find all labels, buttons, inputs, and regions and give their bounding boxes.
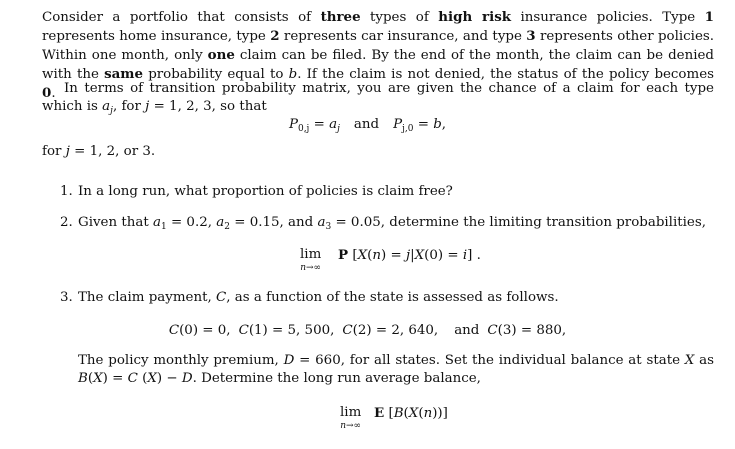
math-variable: C (238, 323, 249, 338)
math-text: | (410, 248, 415, 263)
math-text: (2) = 2, 640, (352, 323, 439, 338)
math-subscript: 0,j (297, 124, 310, 134)
math-variable: P (288, 117, 298, 132)
math-variable: i (462, 248, 468, 263)
math-variable: B (78, 371, 88, 386)
math-text: ) = (380, 248, 406, 263)
probability-symbol: P (338, 247, 349, 263)
text: Given that (78, 215, 153, 230)
math-text: ] . (467, 248, 481, 263)
text: The claim payment, (78, 290, 216, 305)
bold-text: one (207, 47, 235, 63)
text: represents other policies. Within one month, only (42, 29, 715, 63)
limit-subscript: n→∞ (300, 263, 322, 273)
question-item-2 (60, 214, 714, 232)
math-variable: n (372, 248, 381, 263)
text: , as a function of the state is assessed as follows. (226, 290, 559, 305)
math-text: ))] (432, 406, 448, 421)
math-variable: C (216, 290, 227, 305)
text: , (441, 117, 447, 132)
text: . If the claim is not denied, the status of the policy becomes (297, 67, 714, 82)
limit-subscript: n→∞ (340, 421, 362, 431)
text: = 660, for all states. Set the individual balance at state (294, 353, 685, 368)
question-item-1 (60, 183, 714, 201)
limit-operator: lim (340, 405, 362, 420)
bold-text: 3 (526, 28, 536, 44)
math-variable: B (393, 406, 404, 421)
math-variable: a (102, 99, 111, 114)
math-subscript: 1 (160, 222, 167, 232)
math-subscript: j (337, 124, 340, 134)
math-text: ) = (102, 371, 128, 386)
matrix-paragraph (42, 80, 714, 116)
text: represents home insurance, type (42, 29, 271, 44)
text: . (51, 86, 56, 101)
text: . Determine the long run average balance, (192, 371, 481, 386)
text: = 0.2, (166, 215, 217, 230)
premium-paragraph (78, 352, 714, 388)
math-variable: D (181, 371, 193, 386)
text: probability equal to (143, 67, 289, 82)
math-text: [ (384, 406, 394, 421)
limit-operator: lim (300, 247, 322, 262)
math-variable: X (408, 406, 419, 421)
text: as (694, 353, 714, 368)
math-text: (0) = (424, 248, 463, 263)
item-number: 3. (60, 290, 73, 305)
text: , for (112, 99, 146, 114)
limit-argument (374, 404, 448, 423)
math-text: ) − (156, 371, 182, 386)
math-operator: = (413, 117, 434, 132)
item-number: 2. (60, 215, 73, 230)
math-variable: j (145, 99, 150, 114)
math-text: (0) = 0, (179, 323, 231, 338)
bold-text: 1 (704, 9, 714, 25)
math-variable: a (317, 215, 326, 230)
math-variable: C (168, 323, 180, 338)
text: The policy monthly premium, (78, 353, 284, 368)
text: = 0.15, and (229, 215, 318, 230)
math-variable: b (288, 67, 298, 82)
math-variable: j (405, 248, 411, 263)
math-variable: C (342, 323, 353, 338)
text: = 0.05, determine the limiting transition probabilities, (331, 215, 706, 230)
math-subscript: j (110, 106, 113, 116)
math-variable: P (393, 117, 403, 132)
math-variable: X (147, 371, 157, 386)
limit-expression-2 (340, 404, 448, 431)
math-text: ( (367, 248, 373, 263)
for-j-line (42, 143, 155, 161)
limit-expression-1 (300, 246, 481, 273)
math-text: [ (348, 248, 358, 263)
math-subscript: j,0 (402, 124, 414, 134)
math-text: ( (137, 371, 148, 386)
text: = 1, 2, or 3. (69, 144, 156, 159)
text: for (42, 144, 66, 159)
math-variable: a (216, 215, 225, 230)
question-item-3 (60, 289, 714, 307)
math-variable: a (152, 215, 161, 230)
math-variable: C (127, 371, 138, 386)
math-subscript: 2 (224, 222, 230, 232)
bold-text: high risk (438, 9, 512, 25)
text: represents car insurance, and type (279, 29, 527, 44)
expectation-symbol: E (374, 405, 385, 421)
math-variable: D (283, 353, 295, 368)
math-variable: X (357, 248, 368, 263)
text: In a long run, what proportion of policies is claim free? (78, 184, 453, 199)
math-subscript: 3 (325, 222, 332, 232)
math-variable: C (487, 323, 498, 338)
math-variable: X (414, 248, 425, 263)
transition-equation (0, 116, 735, 134)
math-variable: n (423, 406, 433, 421)
text: insurance policies. Type (511, 10, 705, 25)
math-text: ( (418, 406, 424, 421)
math-text: ( (87, 371, 94, 386)
text: In terms of transition probability matrix, you are given the chance of a claim for each type which is (42, 81, 714, 114)
text: types of (360, 10, 439, 25)
bold-text: 0 (42, 85, 52, 101)
math-variable: X (93, 371, 103, 386)
math-variable: b (433, 117, 442, 132)
text: = 1, 2, 3, so that (149, 99, 267, 114)
limit-argument (338, 246, 481, 265)
math-text: ( (403, 406, 409, 421)
item-number: 1. (60, 184, 73, 199)
math-variable: j (65, 144, 70, 159)
math-variable: X (684, 353, 695, 368)
text: claim can be filed. By the end of the month, the claim can be denied with the (42, 48, 714, 82)
math-operator: = (309, 117, 330, 132)
math-text: (1) = 5, 500, (248, 323, 335, 338)
text: and (353, 117, 380, 132)
text: Consider a portfolio that consists of (42, 10, 321, 25)
bold-text: three (320, 9, 361, 25)
claim-payment-equation (0, 322, 735, 340)
math-variable: a (329, 117, 338, 132)
bold-text: same (104, 66, 143, 82)
text: and (454, 323, 480, 338)
bold-text: 2 (270, 28, 280, 44)
math-text: (3) = 880, (497, 323, 567, 338)
